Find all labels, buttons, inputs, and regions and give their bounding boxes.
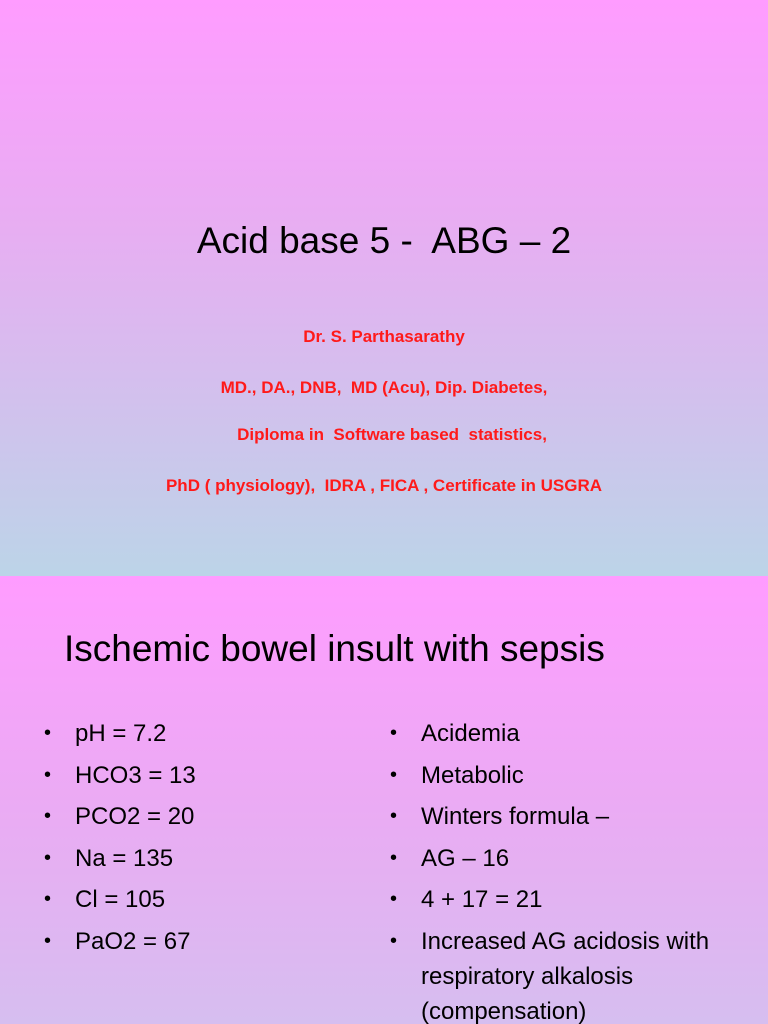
case-title: Ischemic bowel insult with sepsis	[64, 628, 605, 669]
list-item-text: Na = 135	[75, 844, 174, 872]
slide-case	[0, 576, 768, 1024]
list-item-text: Increased AG acidosis with respiratory alkalosis (compensation)	[421, 927, 710, 1024]
bullet-icon: •	[390, 888, 398, 910]
list-item-text: AG – 16	[421, 844, 510, 872]
list-item	[390, 716, 760, 751]
list-item	[44, 799, 364, 834]
list-item	[44, 924, 364, 959]
bullet-icon: •	[44, 805, 52, 827]
list-item	[390, 799, 760, 834]
list-item-text: Cl = 105	[75, 886, 166, 913]
list-item-text: 4 + 17 = 21	[421, 886, 543, 913]
list-item-text: Metabolic	[421, 761, 524, 789]
bullet-icon: •	[390, 722, 398, 744]
list-item-text: PCO2 = 20	[75, 803, 195, 830]
list-item	[44, 716, 364, 751]
bullet-icon: •	[44, 722, 52, 744]
slide-title-heading: Acid base 5 - ABG – 2	[196, 220, 572, 261]
lab-values-list	[44, 716, 364, 965]
list-item	[390, 841, 760, 876]
author-degrees: MD., DA., DNB, MD (Acu), Dip. Diabetes,	[220, 378, 548, 397]
list-item-text: Winters formula –	[421, 803, 610, 830]
bullet-icon: •	[390, 929, 398, 952]
list-item-text: Acidemia	[421, 720, 520, 747]
bullet-icon: •	[390, 805, 398, 827]
bullet-icon: •	[44, 929, 52, 952]
list-item-text: PaO2 = 67	[75, 927, 191, 955]
author-qualifications: PhD ( physiology), IDRA , FICA , Certificate in USGRA	[165, 476, 603, 495]
author-name: Dr. S. Parthasarathy	[303, 327, 465, 346]
author-diploma: Diploma in Software based statistics,	[237, 425, 547, 444]
list-item-text: pH = 7.2	[75, 720, 167, 747]
bullet-icon: •	[390, 846, 398, 869]
list-item	[390, 924, 760, 1024]
bullet-icon: •	[44, 888, 52, 910]
bullet-icon: •	[390, 763, 398, 786]
list-item	[390, 882, 760, 917]
interpretation-list	[390, 716, 760, 1024]
bullet-icon: •	[44, 846, 52, 869]
list-item	[390, 758, 760, 793]
bullet-icon: •	[44, 763, 52, 786]
list-item	[44, 841, 364, 876]
list-item	[44, 758, 364, 793]
list-item-text: HCO3 = 13	[75, 761, 196, 789]
list-item	[44, 882, 364, 917]
